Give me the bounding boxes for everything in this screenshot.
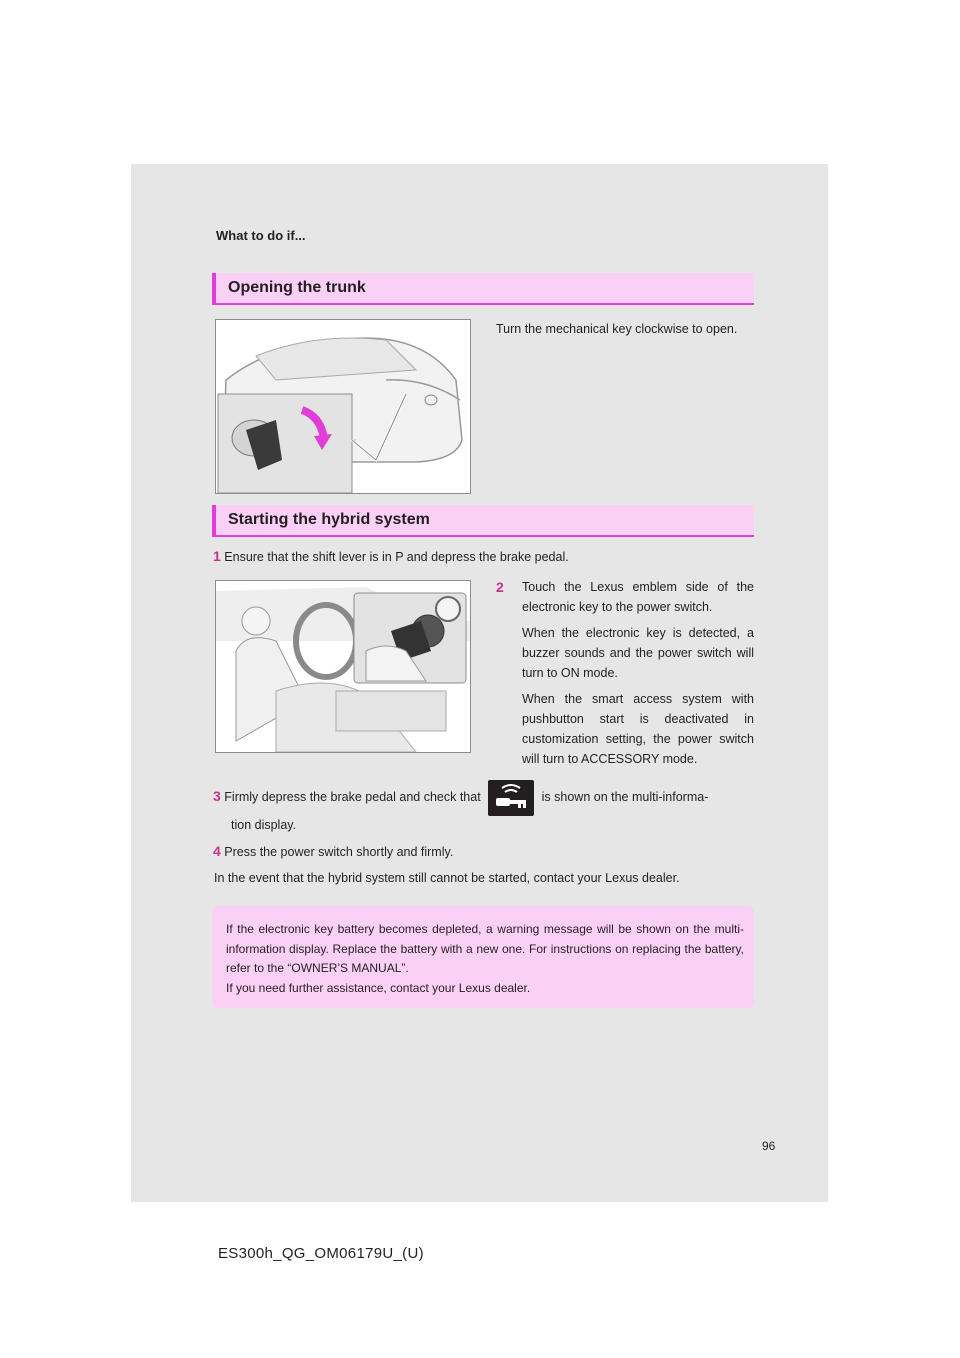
page-number: 96: [762, 1139, 776, 1153]
trunk-instruction: Turn the mechanical key clockwise to open.: [496, 322, 738, 336]
trunk-illustration: [215, 319, 471, 494]
trunk-section-heading: [212, 273, 754, 305]
step-1: [213, 546, 773, 567]
step-3: [213, 778, 773, 816]
step-3-text-before: Firmly depress the brake pedal and check that: [224, 790, 481, 804]
step-2: [496, 577, 754, 769]
note-line-2: If you need further assistance, contact your Lexus dealer.: [226, 980, 531, 995]
key-indicator-icon: [488, 780, 534, 816]
info-note-box: [212, 906, 754, 1008]
step-1-number: 1: [213, 548, 221, 564]
step-3-text-after: is shown on the multi-informa-: [541, 790, 709, 804]
step-2-para-1: When the electronic key is detected, a buzzer sounds and the power switch will turn to ON mode.: [522, 626, 754, 680]
trunk-heading-text: Opening the trunk: [228, 279, 366, 296]
car-rear-trunk-image: [216, 320, 470, 493]
step-2-number: 2: [496, 579, 504, 595]
section-header: What to do if...: [216, 228, 306, 243]
note-line-1: If the electronic key battery becomes depleted, a warning message will be shown on the multi-information display. Replace the battery with a new one. For instructions on replacing the battery, refer to the “OWNER’S MANUAL”.: [226, 922, 744, 975]
start-heading-text: Starting the hybrid system: [228, 511, 430, 528]
step-3-text-cont: tion display.: [231, 818, 297, 832]
start-section-heading: [212, 505, 754, 537]
step-2-text: Touch the Lexus emblem side of the electronic key to the power switch.: [522, 580, 754, 614]
step-1-text: Ensure that the shift lever is in P and depress the brake pedal.: [224, 550, 569, 564]
step-4: [213, 841, 773, 862]
footer-code: ES300h_QG_OM06179U_(U): [218, 1245, 424, 1262]
power-switch-illustration: [215, 580, 471, 753]
driver-power-switch-image: [216, 581, 470, 752]
step-3-number: 3: [213, 788, 221, 804]
step-4-number: 4: [213, 843, 221, 859]
step-2-para-2: When the smart access system with pushbutton start is deactivated in customization setting, the power switch will turn to ACCESSORY mode.: [522, 692, 754, 766]
step-4-text: Press the power switch shortly and firmly.: [224, 845, 454, 859]
closing-text: In the event that the hybrid system still cannot be started, contact your Lexus dealer.: [214, 871, 680, 885]
